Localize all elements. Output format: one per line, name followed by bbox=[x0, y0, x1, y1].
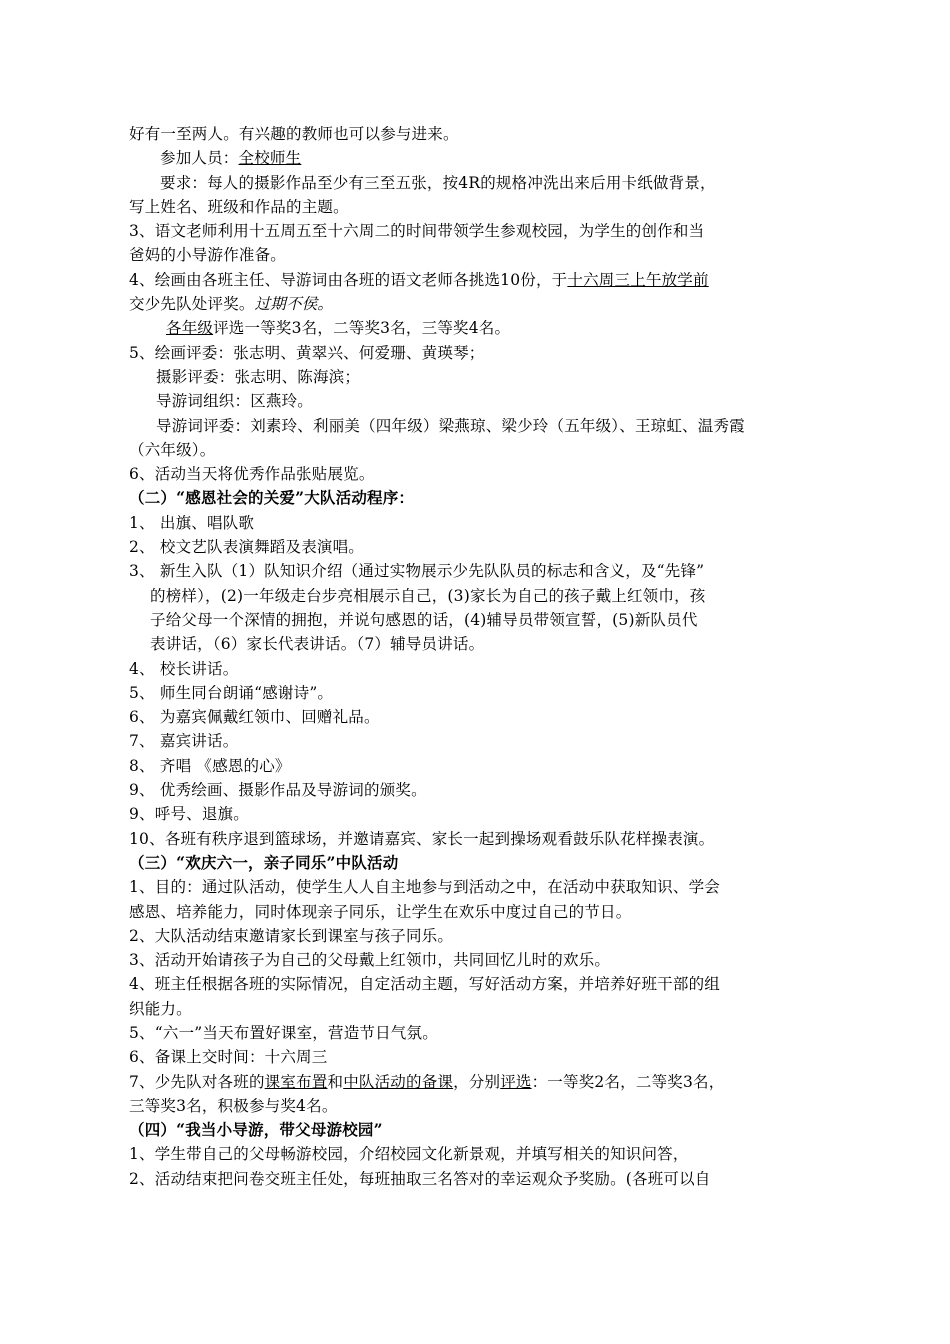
text-line bbox=[129, 316, 829, 340]
text-line: 导游词评委：刘素玲、利丽美（四年级）梁燕琼、梁少玲（五年级）、王琼虹、温秀霞 bbox=[156, 416, 745, 435]
list-item: 3、 新生入队（1）队知识介绍（通过实物展示少先队队员的标志和含义，及“先锋” bbox=[129, 562, 705, 581]
text-line: 三等奖3名，积极参与奖4名。 bbox=[129, 1096, 338, 1115]
text-segment: 4、绘画由各班主任、导游词由各班的语文老师各挑选10份，于 bbox=[129, 270, 568, 289]
text-line: 要求：每人的摄影作品至少有三至五张，按4R的规格冲洗出来后用卡纸做背景， bbox=[160, 173, 716, 192]
text-line: 感恩、培养能力，同时体现亲子同乐，让学生在欢乐中度过自己的节日。 bbox=[129, 902, 632, 921]
text-line: 子给父母一个深情的拥抱，并说句感恩的话，(4)辅导员带领宣誓，(5)新队员代 bbox=[150, 610, 698, 629]
underlined-text: 十六周三上午放学前 bbox=[567, 270, 709, 289]
list-item: 7、 嘉宾讲话。 bbox=[129, 732, 239, 751]
text-line: （六年级）。 bbox=[129, 440, 216, 459]
section-heading: （四）“我当小导游，带父母游校园” bbox=[129, 1120, 383, 1140]
underlined-text: 中队活动的备课 bbox=[343, 1072, 454, 1091]
list-item: 2、活动结束把问卷交班主任处，每班抽取三名答对的幸运观众予奖励。(各班可以自 bbox=[129, 1169, 711, 1188]
text-line: 爸妈的小导游作准备。 bbox=[129, 246, 287, 265]
label: 参加人员： bbox=[160, 149, 239, 168]
italic-text: 过期不侯。 bbox=[254, 295, 334, 314]
text-segment: 7、少先队对各班的 bbox=[129, 1072, 265, 1091]
underlined-text: 课室布置 bbox=[264, 1072, 328, 1091]
text-line bbox=[129, 146, 829, 170]
text-line: 织能力。 bbox=[129, 999, 192, 1018]
text-segment: ，分别 bbox=[453, 1072, 501, 1091]
list-item: 9、 优秀绘画、摄影作品及导游词的颁奖。 bbox=[129, 781, 427, 800]
list-item: 4、 校长讲话。 bbox=[129, 659, 239, 678]
section-heading: （二）“感恩社会的关爱”大队活动程序： bbox=[129, 488, 415, 508]
underlined-text: 全校师生 bbox=[238, 149, 302, 168]
text-segment: 评选一等奖3名，二等奖3名，三等奖4名。 bbox=[213, 319, 511, 338]
underlined-text: 评选 bbox=[500, 1072, 532, 1091]
text-line: 导游词组织：区燕玲。 bbox=[156, 392, 314, 411]
text-line: 的榜样），(2)一年级走台步亮相展示自己，(3)家长为自己的孩子戴上红领巾，孩 bbox=[150, 586, 706, 605]
section-heading: （三）“欢庆六一，亲子同乐”中队活动 bbox=[129, 852, 399, 872]
text-segment: 和 bbox=[327, 1072, 344, 1091]
document-body bbox=[129, 122, 829, 1191]
text-line bbox=[129, 268, 829, 292]
list-item: 2、 校文艺队表演舞蹈及表演唱。 bbox=[129, 538, 364, 557]
text-line: 表讲话，（6）家长代表讲话。（7）辅导员讲话。 bbox=[150, 635, 485, 654]
list-item: 10、各班有秩序退到篮球场，并邀请嘉宾、家长一起到操场观看鼓乐队花样操表演。 bbox=[129, 829, 715, 848]
list-item: 1、 出旗、唱队歌 bbox=[129, 513, 255, 532]
list-item: 1、目的：通过队活动，使学生人人自主地参与到活动之中，在活动中获取知识、学会 bbox=[129, 878, 720, 897]
list-item: 1、学生带自己的父母畅游校园，介绍校园文化新景观，并填写相关的知识问答， bbox=[129, 1145, 689, 1164]
list-item: 4、班主任根据各班的实际情况，自定活动主题，写好活动方案，并培养好班干部的组 bbox=[129, 975, 720, 994]
list-item: 5、 师生同台朗诵“感谢诗”。 bbox=[129, 683, 334, 702]
list-item: 2、大队活动结束邀请家长到课室与孩子同乐。 bbox=[129, 926, 454, 945]
list-item: 3、活动开始请孩子为自己的父母戴上红领巾，共同回忆儿时的欢乐。 bbox=[129, 951, 611, 970]
list-item: 8、 齐唱 《感恩的心》 bbox=[129, 756, 291, 775]
text-line: 摄影评委：张志明、陈海滨； bbox=[156, 367, 361, 386]
list-item bbox=[129, 1070, 829, 1094]
text-segment: 交少先队处评奖。 bbox=[129, 295, 255, 314]
text-line: 写上姓名、班级和作品的主题。 bbox=[129, 197, 349, 216]
text-line: 5、绘画评委：张志明、黄翠兴、何爱珊、黄瑛琴； bbox=[129, 343, 485, 362]
list-item: 6、 为嘉宾佩戴红领巾、回赠礼品。 bbox=[129, 708, 380, 727]
text-line: 好有一至两人。有兴趣的教师也可以参与进来。 bbox=[129, 125, 459, 143]
list-item: 9、呼号、退旗。 bbox=[129, 805, 249, 824]
text-line: 6、活动当天将优秀作品张贴展览。 bbox=[129, 465, 375, 484]
list-item: 6、备课上交时间：十六周三 bbox=[129, 1048, 328, 1067]
text-segment: ：一等奖2名，二等奖3名， bbox=[531, 1072, 725, 1091]
list-item: 5、“六一”当天布置好课室，营造节日气氛。 bbox=[129, 1023, 438, 1042]
text-line: 3、语文老师利用十五周五至十六周二的时间带领学生参观校园，为学生的创作和当 bbox=[129, 222, 705, 241]
underlined-text: 各年级 bbox=[166, 319, 214, 338]
text-line bbox=[129, 292, 829, 316]
